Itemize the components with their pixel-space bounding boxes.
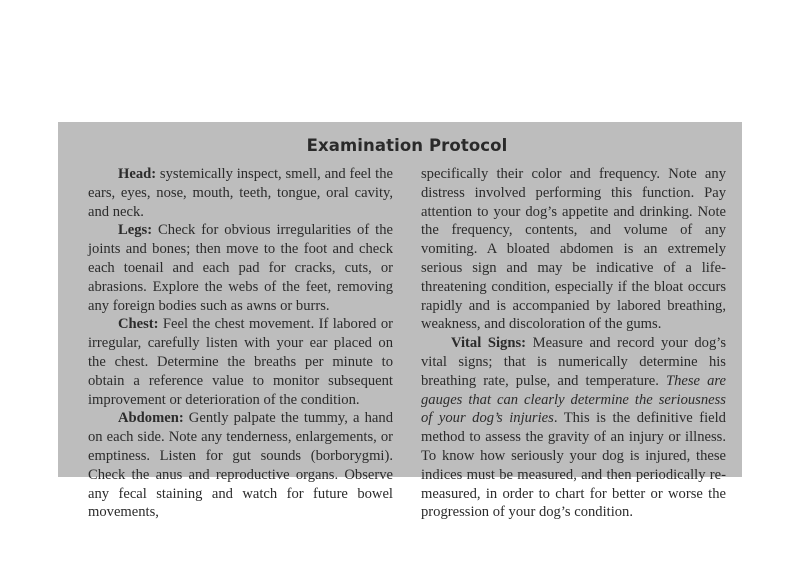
head-text: systemically inspect, smell, and feel the ears, eyes, nose, mouth, teeth, tongue, oral cavity, and neck. xyxy=(88,166,393,220)
vital-signs-italic-text: These are gauges that can clearly determine the seriousness of your dog’s injuries xyxy=(421,372,727,427)
examination-protocol-box xyxy=(58,122,742,521)
vital-signs-paragraph xyxy=(421,334,726,522)
head-paragraph xyxy=(88,165,393,221)
vital-signs-label: Vital Signs: xyxy=(451,335,526,352)
chest-paragraph xyxy=(88,315,393,409)
vital-signs-text-end: . This is the definitive field method to assess the gravity of an injury or illness. To know how seriously your dog is injured, these indices must be measured, and then periodically re-measured, in order to chart for better or worse the progression of your dog’s condition. xyxy=(421,410,726,521)
legs-paragraph xyxy=(88,221,393,315)
vital-signs-text: Measure and record your dog’s vital signs; that is numerically determine his breathing rate, pulse, and temperature. xyxy=(421,335,726,389)
legs-label: Legs: xyxy=(118,222,153,239)
abdomen-text: Gently palpate the tummy, a hand on each side. Note any tenderness, enlargements, or emptiness. Listen for gut sounds (borborygmi). Check the anus and reproductive organs. Observe any fecal staining and watch for future bowel movements, xyxy=(88,410,393,521)
chest-text: Feel the chest movement. If labored or irregular, carefully listen with your ear placed on the chest. Determine the breaths per minute to obtain a reference value to monitor subsequent improvement or deterioration of the condition. xyxy=(88,316,393,408)
head-label: Head: xyxy=(118,166,157,182)
abdomen-paragraph xyxy=(88,409,393,522)
abdomen-continued-text: specifically their color and frequency. Note any distress involved performing this function. Pay attention to your dog’s appetite and drinking. Note the frequency, contents, and volume of any vomiting. A bloated abdomen is an extremely serious sign and may be indicative of a life-threatening condition, especially if the bloat occurs rapidly and is accompanied by labored breathing, weakness, and discoloration of the gums. xyxy=(421,166,726,333)
text-columns xyxy=(88,165,726,522)
left-column xyxy=(88,165,393,522)
box-title: Examination Protocol xyxy=(306,136,508,155)
chest-label: Chest: xyxy=(118,316,159,333)
right-column xyxy=(421,165,726,522)
legs-text: Check for obvious irregularities of the joints and bones; then move to the foot and check each toenail and each pad for cracks, cuts, or abrasions. Explore the webs of the feet, removing any foreign bodies such as awns or burrs. xyxy=(88,222,393,314)
abdomen-label: Abdomen: xyxy=(118,410,184,427)
abdomen-continued-paragraph xyxy=(421,165,726,334)
